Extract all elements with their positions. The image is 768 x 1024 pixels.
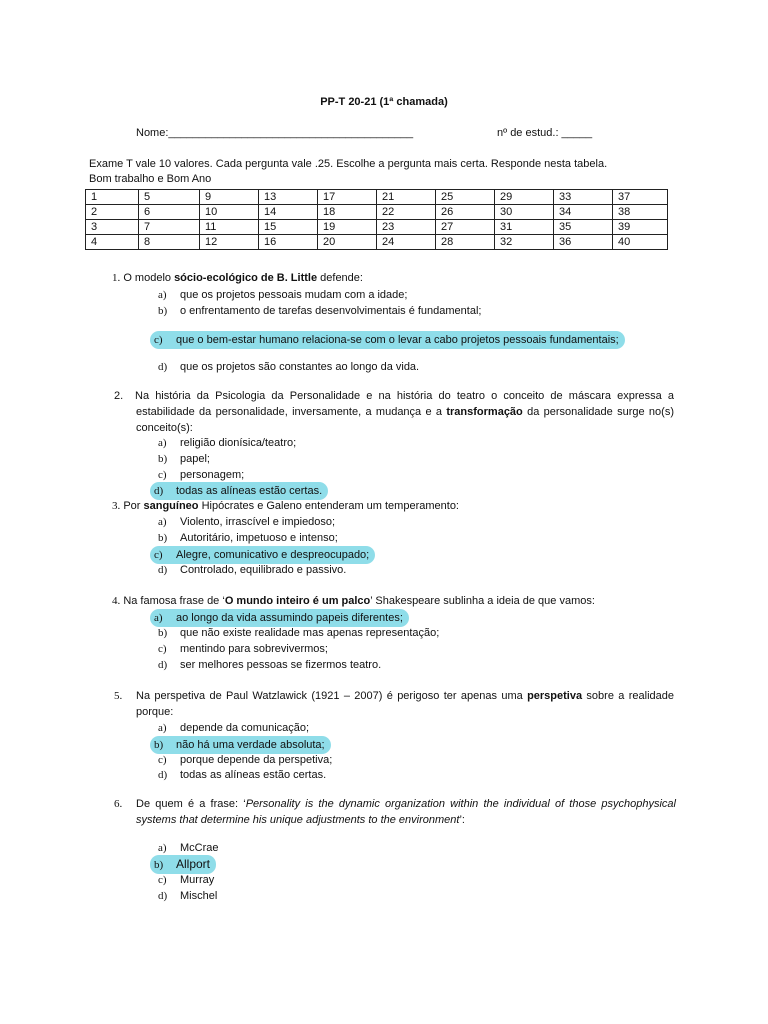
answer-cell[interactable]: 28 <box>436 235 495 250</box>
instructions-line-1: Exame T vale 10 valores. Cada pergunta vale .25. Escolhe a pergunta mais certa. Responde nesta tabela. <box>89 158 608 170</box>
question-5-option-c[interactable]: c) porque depende da perspetiva; <box>158 754 333 766</box>
answer-cell[interactable]: 34 <box>554 205 613 220</box>
question-4-option-b[interactable]: b) que não existe realidade mas apenas representação; <box>158 627 440 639</box>
question-3-option-a[interactable]: a) Violento, irrascível e impiedoso; <box>158 516 336 528</box>
question-6-option-b-selected[interactable]: b) Allport <box>154 855 216 874</box>
question-2-option-d-selected[interactable]: d) todas as alíneas estão certas. <box>154 482 328 500</box>
answer-cell[interactable]: 29 <box>495 190 554 205</box>
question-6-stem: De quem é a frase: ‘Personality is the dynamic organization within the individual of those psychophysical systems that determine his unique adjustments to the environment’: <box>136 798 676 826</box>
question-3-stem: 3. Por sanguíneo Hipócrates e Galeno entenderam um temperamento: <box>112 500 459 512</box>
answer-cell[interactable]: 11 <box>200 220 259 235</box>
answer-table-row <box>86 220 668 235</box>
student-number-label: nº de estud.: _____ <box>497 127 593 139</box>
answer-cell[interactable]: 39 <box>613 220 668 235</box>
question-1-option-b[interactable]: b) o enfrentamento de tarefas desenvolvimentais é fundamental; <box>158 305 482 317</box>
question-2-number: 2. <box>114 390 124 402</box>
question-3-option-c-selected[interactable]: c) Alegre, comunicativo e despreocupado; <box>154 546 375 564</box>
question-4-stem: 4. Na famosa frase de ‘O mundo inteiro é um palco’ Shakespeare sublinha a ideia de que vamos: <box>112 595 595 607</box>
answer-cell[interactable]: 17 <box>318 190 377 205</box>
question-2-option-a[interactable]: a) religião dionísica/teatro; <box>158 437 297 449</box>
answer-cell[interactable]: 10 <box>200 205 259 220</box>
answer-cell[interactable]: 33 <box>554 190 613 205</box>
question-5-option-d[interactable]: d) todas as alíneas estão certas. <box>158 769 327 781</box>
page-title: PP-T 20-21 (1ª chamada) <box>320 96 448 108</box>
answer-cell[interactable]: 25 <box>436 190 495 205</box>
question-2-option-b[interactable]: b) papel; <box>158 453 210 465</box>
answer-cell[interactable]: 31 <box>495 220 554 235</box>
answer-cell[interactable]: 3 <box>86 220 139 235</box>
answer-cell[interactable]: 40 <box>613 235 668 250</box>
answer-cell[interactable]: 13 <box>259 190 318 205</box>
answer-cell[interactable]: 5 <box>139 190 200 205</box>
answer-cell[interactable]: 37 <box>613 190 668 205</box>
answer-cell[interactable]: 22 <box>377 205 436 220</box>
answer-cell[interactable]: 20 <box>318 235 377 250</box>
question-5-stem: Na perspetiva de Paul Watzlawick (1921 – 2007) é perigoso ter apenas uma perspetiva sobre a realidade porque: <box>136 690 674 718</box>
answer-cell[interactable]: 14 <box>259 205 318 220</box>
answer-table <box>85 189 668 250</box>
question-1-option-a[interactable]: a) que os projetos pessoais mudam com a idade; <box>158 289 408 301</box>
answer-cell[interactable]: 2 <box>86 205 139 220</box>
answer-cell[interactable]: 7 <box>139 220 200 235</box>
question-4-option-d[interactable]: d) ser melhores pessoas se fizermos teatro. <box>158 659 382 671</box>
question-4-option-c[interactable]: c) mentindo para sobrevivermos; <box>158 643 328 655</box>
question-6-option-a[interactable]: a) McCrae <box>158 842 219 854</box>
question-5-option-b-selected[interactable]: b) não há uma verdade absoluta; <box>154 736 331 754</box>
question-1-option-d[interactable]: d) que os projetos são constantes ao longo da vida. <box>158 361 420 373</box>
answer-cell[interactable]: 1 <box>86 190 139 205</box>
question-5-number: 5. <box>114 690 123 702</box>
question-2-option-c[interactable]: c) personagem; <box>158 469 245 481</box>
answer-cell[interactable]: 6 <box>139 205 200 220</box>
answer-cell[interactable]: 19 <box>318 220 377 235</box>
question-6-option-d[interactable]: d) Mischel <box>158 890 218 902</box>
answer-cell[interactable]: 15 <box>259 220 318 235</box>
question-6-number: 6. <box>114 798 123 810</box>
answer-cell[interactable]: 38 <box>613 205 668 220</box>
question-4-option-a-selected[interactable]: a) ao longo da vida assumindo papeis diferentes; <box>154 609 409 627</box>
answer-cell[interactable]: 12 <box>200 235 259 250</box>
answer-table-row <box>86 205 668 220</box>
answer-cell[interactable]: 18 <box>318 205 377 220</box>
question-3-option-b[interactable]: b) Autoritário, impetuoso e intenso; <box>158 532 338 544</box>
question-3-option-d[interactable]: d) Controlado, equilibrado e passivo. <box>158 564 347 576</box>
answer-cell[interactable]: 8 <box>139 235 200 250</box>
answer-cell[interactable]: 27 <box>436 220 495 235</box>
answer-cell[interactable]: 4 <box>86 235 139 250</box>
question-6-option-c[interactable]: c) Murray <box>158 874 215 886</box>
answer-cell[interactable]: 26 <box>436 205 495 220</box>
question-1-stem: 1. O modelo sócio-ecológico de B. Little defende: <box>112 272 363 284</box>
answer-table-row <box>86 190 668 205</box>
answer-cell[interactable]: 23 <box>377 220 436 235</box>
answer-cell[interactable]: 32 <box>495 235 554 250</box>
answer-table-row <box>86 235 668 250</box>
answer-cell[interactable]: 35 <box>554 220 613 235</box>
answer-cell[interactable]: 24 <box>377 235 436 250</box>
question-5-option-a[interactable]: a) depende da comunicação; <box>158 722 310 734</box>
question-2-stem: Na história da Psicologia da Personalidade e na história do teatro o conceito de máscara expressa a estabilidade da personalidade, inversamente, a mudança e a transformação da personalidade surge no(s) conceito(s): <box>135 390 674 434</box>
answer-cell[interactable]: 30 <box>495 205 554 220</box>
name-field-label: Nome:________________________________________ <box>136 127 414 139</box>
answer-cell[interactable]: 9 <box>200 190 259 205</box>
answer-cell[interactable]: 21 <box>377 190 436 205</box>
answer-cell[interactable]: 16 <box>259 235 318 250</box>
question-1-option-c-selected[interactable]: c) que o bem-estar humano relaciona-se com o levar a cabo projetos pessoais fundamentais; <box>154 331 625 349</box>
answer-cell[interactable]: 36 <box>554 235 613 250</box>
instructions-line-2: Bom trabalho e Bom Ano <box>89 173 212 185</box>
